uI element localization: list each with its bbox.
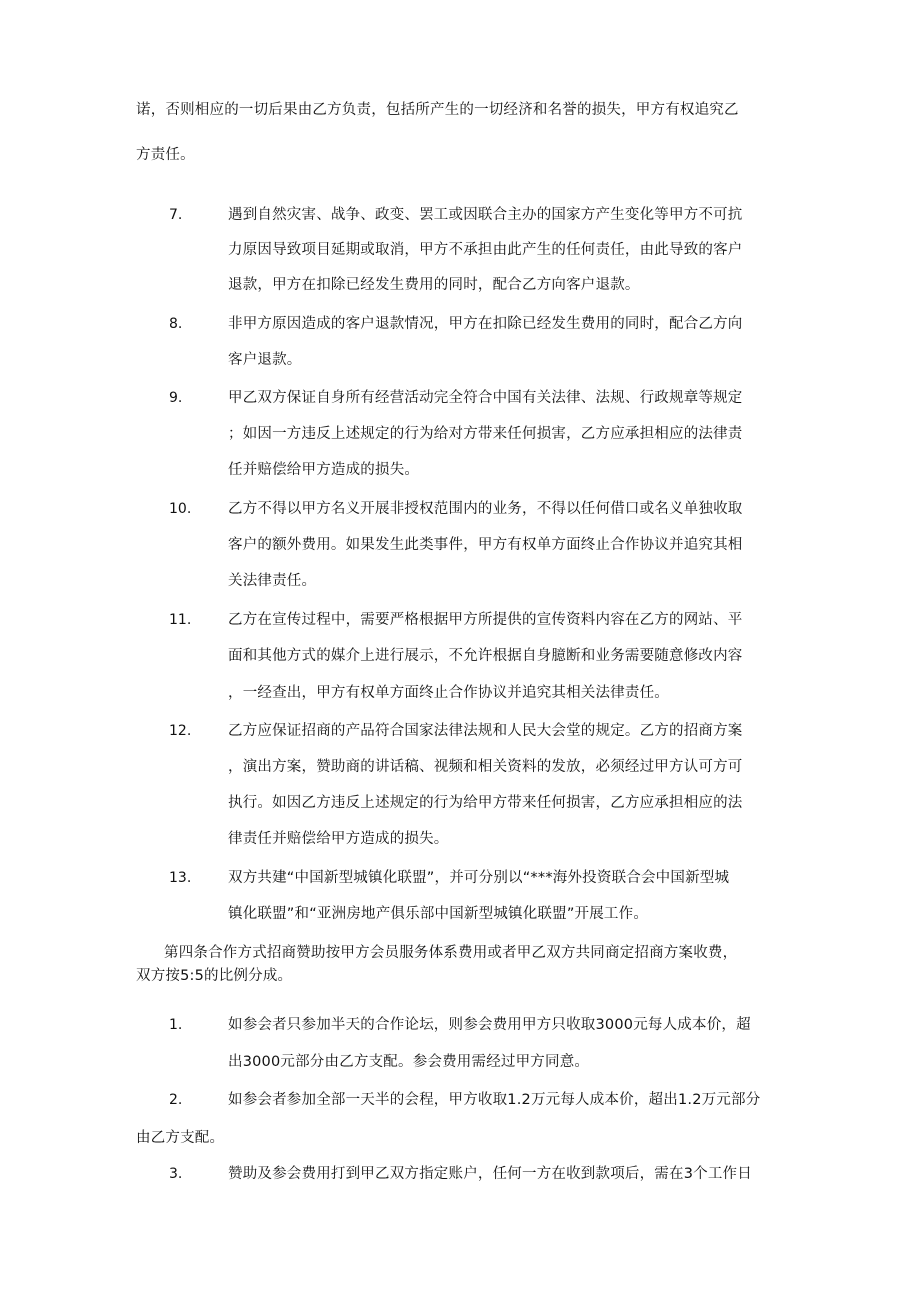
item-line: 乙方不得以甲方名义开展非授权范围内的业务，不得以任何借口或名义单独收取 xyxy=(228,501,743,517)
article4-line-1: 第四条合作方式招商赞助按甲方会员服务体系费用或者甲乙双方共同商定招商方案收费， xyxy=(164,945,738,961)
item-line: 关法律责任。 xyxy=(228,573,317,589)
item-line: ，一经查出，甲方有权单方面终止合作协议并追究其相关法律责任。 xyxy=(228,685,669,701)
item-line: ，演出方案，赞助商的讲话稿、视频和相关资料的发放，必须经过甲方认可方可 xyxy=(228,759,743,775)
item-line: 非甲方原因造成的客户退款情况，甲方在扣除已经发生费用的同时，配合乙方向 xyxy=(228,316,743,332)
fee-number: 1. xyxy=(169,1017,183,1033)
item-line: 面和其他方式的媒介上进行展示，不允许根据自身臆断和业务需要随意修改内容 xyxy=(228,648,743,664)
item-line: 双方共建“中国新型城镇化联盟”，并可分别以“***海外投资联合会中国新型城 xyxy=(228,870,730,886)
fee-line: 赞助及参会费用打到甲乙双方指定账户，任何一方在收到款项后，需在3个工作日 xyxy=(228,1166,752,1182)
article4-line-2: 双方按5:5的比例分成。 xyxy=(136,968,293,984)
fee-line: 由乙方支配。 xyxy=(136,1130,225,1146)
fee-number: 3. xyxy=(169,1166,183,1182)
item-line: 退款，甲方在扣除已经发生费用的同时，配合乙方向客户退款。 xyxy=(228,277,640,293)
item-line: 客户退款。 xyxy=(228,352,302,368)
item-number: 9. xyxy=(169,390,183,406)
item-line: 乙方应保证招商的产品符合国家法律法规和人民大会堂的规定。乙方的招商方案 xyxy=(228,723,743,739)
fee-line: 如参会者参加全部一天半的会程，甲方收取1.2万元每人成本价，超出1.2万元部分 xyxy=(228,1092,761,1108)
item-line: 力原因导致项目延期或取消，甲方不承担由此产生的任何责任，由此导致的客户 xyxy=(228,242,743,258)
item-line: 遇到自然灾害、战争、政变、罢工或因联合主办的国家方产生变化等甲方不可抗 xyxy=(228,207,743,223)
item-number: 7. xyxy=(169,207,183,223)
fee-line: 如参会者只参加半天的合作论坛，则参会费用甲方只收取3000元每人成本价，超 xyxy=(228,1017,751,1033)
continuation-line-1: 诺，否则相应的一切后果由乙方负责，包括所产生的一切经济和名誉的损失，甲方有权追究乙 xyxy=(136,102,739,118)
fee-number: 2. xyxy=(169,1092,183,1108)
item-line: 甲乙双方保证自身所有经营活动完全符合中国有关法律、法规、行政规章等规定 xyxy=(228,390,743,406)
item-line: 镇化联盟”和“亚洲房地产俱乐部中国新型城镇化联盟”开展工作。 xyxy=(228,906,649,922)
item-number: 8. xyxy=(169,316,183,332)
item-number: 13. xyxy=(169,870,192,886)
item-number: 10. xyxy=(169,501,192,517)
item-number: 11. xyxy=(169,612,192,628)
fee-line: 出3000元部分由乙方支配。参会费用需经过甲方同意。 xyxy=(228,1054,590,1070)
item-line: 律责任并赔偿给甲方造成的损失。 xyxy=(228,831,449,847)
item-line: 客户的额外费用。如果发生此类事件，甲方有权单方面终止合作协议并追究其相 xyxy=(228,537,743,553)
item-line: 任并赔偿给甲方造成的损失。 xyxy=(228,462,420,478)
item-line: 乙方在宣传过程中，需要严格根据甲方所提供的宣传资料内容在乙方的网站、平 xyxy=(228,612,743,628)
item-number: 12. xyxy=(169,723,192,739)
item-line: ；如因一方违反上述规定的行为给对方带来任何损害，乙方应承担相应的法律责 xyxy=(228,426,743,442)
continuation-line-2: 方责任。 xyxy=(136,147,195,163)
item-line: 执行。如因乙方违反上述规定的行为给甲方带来任何损害，乙方应承担相应的法 xyxy=(228,795,743,811)
